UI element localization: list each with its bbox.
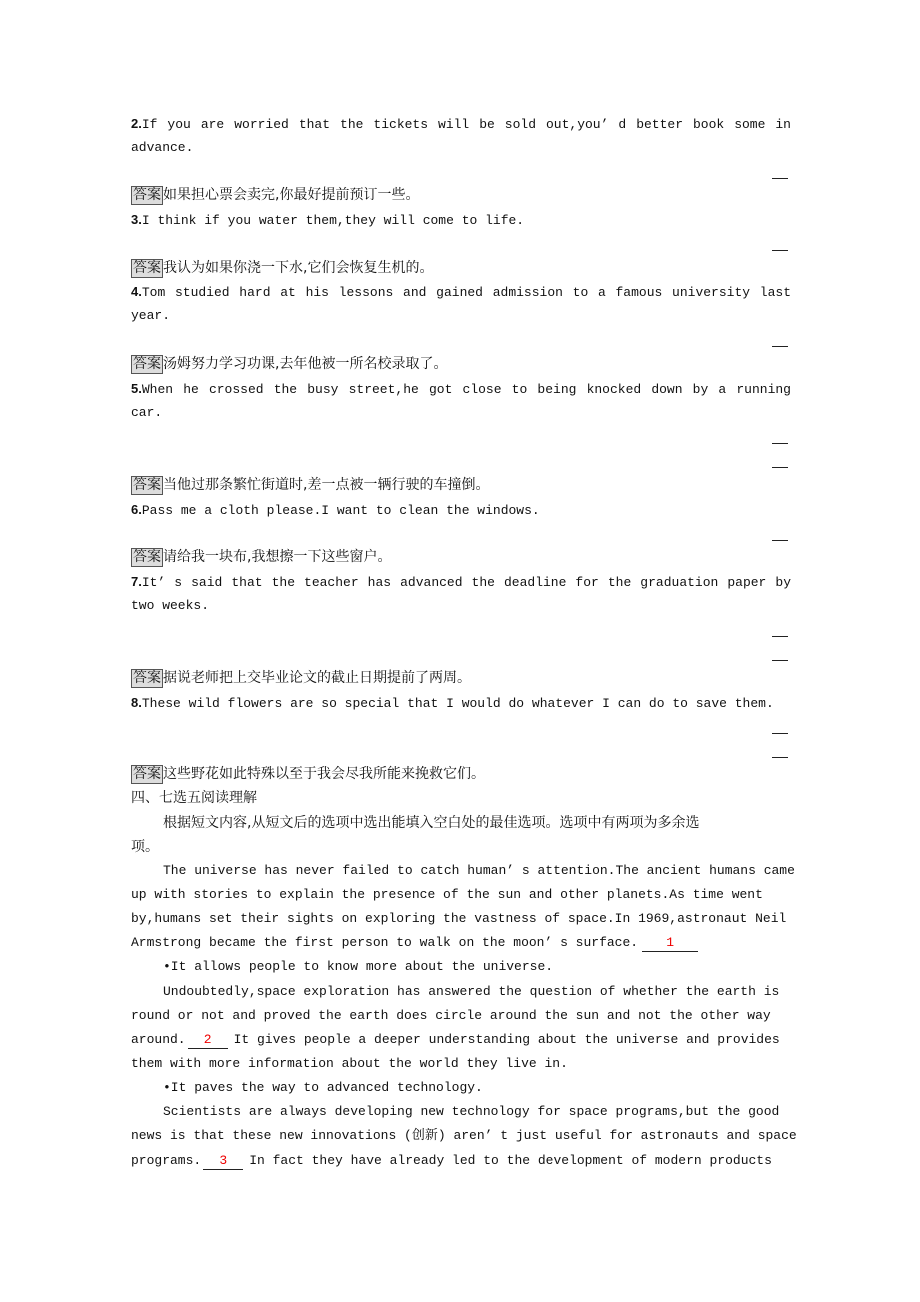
question-number: 5. (131, 381, 142, 396)
question-number: 3. (131, 212, 142, 227)
answer-text: 汤姆努力学习功课,去年他被一所名校录取了。 (163, 356, 448, 372)
question-text: Pass me a cloth please.I want to clean the windows. (141, 503, 540, 518)
answer-line-mark (772, 467, 788, 468)
answer-line-mark (772, 636, 788, 637)
passage-text: It gives people a deeper understanding about the universe and provides (233, 1032, 780, 1047)
passage-line (131, 1151, 791, 1171)
answer-line-mark (772, 540, 788, 541)
passage-text: Armstrong became the first person to walk on the moon’ s surface. (131, 935, 639, 950)
question-text: I think if you water them,they will come to life. (141, 213, 525, 228)
passage-text: programs. (131, 1153, 202, 1168)
question-8-line1 (131, 693, 791, 713)
question-5-line1 (131, 379, 791, 399)
answer-label: 答案 (133, 187, 161, 203)
answer-text: 这些野花如此特殊以至于我会尽我所能来挽救它们。 (163, 766, 485, 782)
answer-6 (131, 547, 791, 567)
passage-line: them with more information about the world they live in. (131, 1056, 568, 1071)
answer-line-mark (772, 443, 788, 444)
answer-line-mark (772, 733, 788, 734)
answer-label: 答案 (133, 670, 161, 686)
question-number: 8. (131, 695, 142, 710)
passage-line: up with stories to explain the presence of the sun and other planets.As time went (131, 887, 763, 902)
question-3-line1 (131, 210, 791, 230)
passage-line (131, 1030, 791, 1050)
passage-line: Scientists are always developing new technology for space programs,but the good (163, 1104, 780, 1119)
question-2-line1 (131, 114, 791, 134)
question-number: 2. (131, 116, 142, 131)
passage-line: news is that these new innovations (创新) aren’ t just useful for astronauts and space (131, 1128, 797, 1143)
answer-3 (131, 258, 791, 278)
answer-text: 当他过那条繁忙街道时,差一点被一辆行驶的车撞倒。 (163, 477, 490, 493)
passage-line (131, 933, 791, 953)
question-number: 6. (131, 502, 142, 517)
question-text: Tom studied hard at his lessons and gained admission to a famous university last (141, 285, 791, 300)
question-number: 7. (131, 574, 142, 589)
answer-label: 答案 (133, 766, 161, 782)
question-7-line2: two weeks. (131, 598, 210, 613)
answer-label: 答案 (133, 260, 161, 276)
answer-2 (131, 185, 791, 205)
passage-text: around. (131, 1032, 186, 1047)
instructions-line2: 项。 (131, 839, 159, 855)
answer-label: 答案 (133, 356, 161, 372)
passage-line: round or not and proved the earth does circle around the sun and not the other way (131, 1008, 771, 1023)
answer-label: 答案 (133, 477, 161, 493)
blank-3[interactable]: 3 (203, 1153, 243, 1170)
bullet-heading-1: •It allows people to know more about the universe. (163, 959, 554, 974)
answer-line-mark (772, 178, 788, 179)
answer-text: 我认为如果你浇一下水,它们会恢复生机的。 (163, 260, 434, 276)
question-2-line2: advance. (131, 140, 194, 155)
answer-text: 据说老师把上交毕业论文的截止日期提前了两周。 (163, 670, 471, 686)
question-7-line1 (131, 572, 791, 592)
question-number: 4. (131, 284, 142, 299)
answer-8 (131, 764, 791, 784)
section-heading: 四、七选五阅读理解 (131, 790, 257, 806)
answer-line-mark (772, 757, 788, 758)
answer-line-mark (772, 250, 788, 251)
question-text: It’ s said that the teacher has advanced the deadline for the graduation paper by (141, 575, 791, 590)
question-text: When he crossed the busy street,he got close to being knocked down by a running (141, 382, 791, 397)
blank-2[interactable]: 2 (188, 1032, 228, 1049)
answer-text: 请给我一块布,我想擦一下这些窗户。 (163, 549, 392, 565)
answer-4 (131, 354, 791, 374)
instructions-line1: 根据短文内容,从短文后的选项中选出能填入空白处的最佳选项。选项中有两项为多余选 (163, 815, 700, 831)
passage-line: The universe has never failed to catch human’ s attention.The ancient humans came (163, 863, 795, 878)
passage-line: by,humans set their sights on exploring the vastness of space.In 1969,astronaut Neil (131, 911, 787, 926)
bullet-heading-2: •It paves the way to advanced technology. (163, 1080, 483, 1095)
question-text: If you are worried that the tickets will be sold out,you’ d better book some in (141, 117, 791, 132)
question-6-line1 (131, 500, 791, 520)
question-text: These wild flowers are so special that I would do whatever I can do to save them. (141, 696, 774, 711)
answer-line-mark (772, 346, 788, 347)
passage-line: Undoubtedly,space exploration has answered the question of whether the earth is (163, 984, 780, 999)
answer-7 (131, 668, 791, 688)
answer-line-mark (772, 660, 788, 661)
answer-5 (131, 475, 791, 495)
answer-label: 答案 (133, 549, 161, 565)
question-5-line2: car. (131, 405, 163, 420)
passage-text: In fact they have already led to the development of modern products (249, 1153, 772, 1168)
blank-1[interactable]: 1 (642, 935, 698, 952)
question-4-line1 (131, 282, 791, 302)
question-4-line2: year. (131, 308, 171, 323)
answer-text: 如果担心票会卖完,你最好提前预订一些。 (163, 187, 420, 203)
